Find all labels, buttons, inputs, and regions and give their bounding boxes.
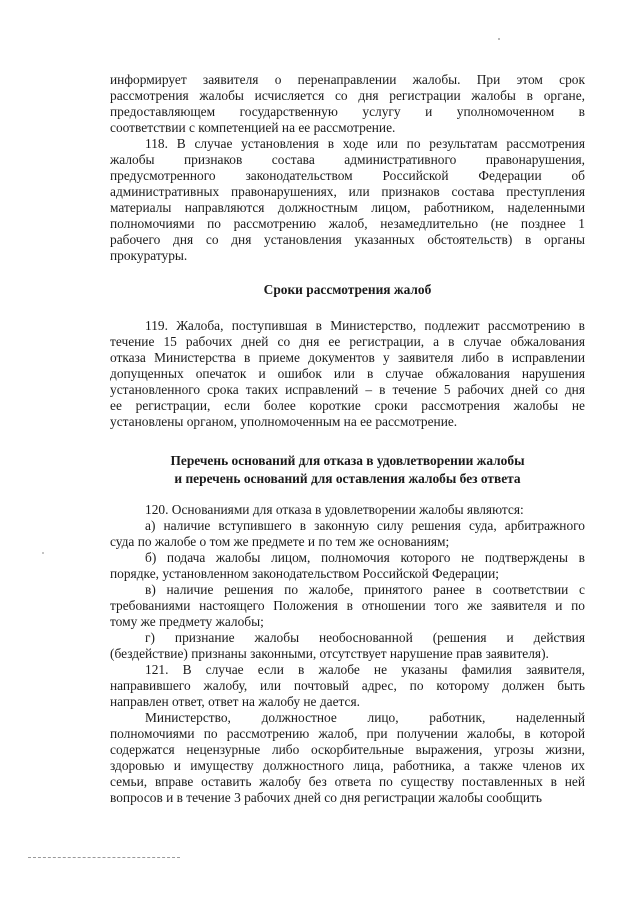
footnote-separator <box>28 857 180 858</box>
text-line: информирует заявителя о перенаправлении жалобы. При этом срок <box>110 72 585 87</box>
text-line: течение 15 рабочих дней со дня ее регистрации, а в случае обжалования <box>110 334 585 349</box>
text-line: содержатся нецензурные либо оскорбительные выражения, угрозы жизни, <box>110 742 585 757</box>
text-line: рассмотрения жалобы исчисляется со дня регистрации жалобы в органе, <box>110 88 585 103</box>
paragraph-ministry <box>110 710 585 806</box>
text-line: семьи, вправе оставить жалобу без ответа по существу поставленных в ней <box>110 774 585 789</box>
text-line: жалобы признаков состава административного правонарушения, <box>110 152 585 167</box>
text-line: отказа Министерства в приеме документов у заявителя либо в исправлении <box>110 350 585 365</box>
paragraph-120-a <box>110 518 585 550</box>
section-heading-refusal-grounds <box>110 452 585 488</box>
text-line: соответствии с компетенцией на ее рассмотрение. <box>110 120 396 135</box>
text-line: установленного срока таких исправлений – в течение 5 рабочих дней со дня <box>110 382 585 397</box>
text-line: 118. В случае установления в ходе или по результатам рассмотрения <box>145 136 585 151</box>
paragraph-119 <box>110 318 585 430</box>
text-line: порядке, установленном законодательством Российской Федерации; <box>110 566 499 581</box>
text-line: полномочиями по рассмотрению жалоб, при получении жалобы, в которой <box>110 726 585 741</box>
paragraph-120-c <box>110 582 585 630</box>
section-heading-line: Перечень оснований для отказа в удовлетворении жалобы <box>170 453 525 468</box>
text-line: ее регистрации, если более короткие сроки рассмотрения жалобы не <box>110 398 585 413</box>
paragraph-121 <box>110 662 585 710</box>
text-line: 120. Основаниями для отказа в удовлетворении жалобы являются: <box>145 502 524 517</box>
text-line: а) наличие вступившего в законную силу решения суда, арбитражного <box>145 518 585 533</box>
document-body <box>110 72 585 806</box>
section-heading-line: и перечень оснований для оставления жалобы без ответа <box>174 471 521 486</box>
text-line: материалы направляются должностным лицом, работником, наделенными <box>110 200 585 215</box>
text-line: допущенных опечаток и ошибок или в случае обжалования нарушения <box>110 366 585 381</box>
text-line: установлены органом, уполномоченным на ее рассмотрение. <box>110 414 458 429</box>
text-line: здоровью и имуществу должностного лица, работника, а также членов их <box>110 758 585 773</box>
text-line: 119. Жалоба, поступившая в Министерство, подлежит рассмотрению в <box>145 318 585 333</box>
scan-speck <box>498 38 500 40</box>
section-heading-complaint-terms: Сроки рассмотрения жалоб <box>263 282 432 297</box>
text-line: предусмотренного законодательством Российской Федерации об <box>110 168 585 183</box>
scan-speck <box>42 552 44 554</box>
text-line: суда по жалобе о том же предмете и по тем же основаниям; <box>110 534 450 549</box>
paragraph-120 <box>110 502 585 518</box>
text-line: направившего жалобу, или почтовый адрес, по которому должен быть <box>110 678 585 693</box>
text-line: г) признание жалобы необоснованной (решения и действия <box>145 630 585 645</box>
text-line: вопросов и в течение 3 рабочих дней со дня регистрации жалобы сообщить <box>110 790 542 805</box>
paragraph-continuation <box>110 72 585 136</box>
paragraph-120-d <box>110 630 585 662</box>
text-line: Министерство, должностное лицо, работник, наделенный <box>145 710 585 725</box>
text-line: тому же предмету жалобы; <box>110 614 264 629</box>
text-line: прокуратуры. <box>110 248 188 263</box>
text-line: направлен ответ, ответ на жалобу не дается. <box>110 694 360 709</box>
text-line: предоставляющем государственную услугу и уполномоченном в <box>110 104 585 119</box>
text-line: рабочего дня со дня установления указанных обстоятельств) в органы <box>110 232 585 247</box>
text-line: требованиями настоящего Положения в отношении того же заявителя и по <box>110 598 585 613</box>
text-line: б) подача жалобы лицом, полномочия которого не подтверждены в <box>145 550 585 565</box>
text-line: 121. В случае если в жалобе не указаны фамилия заявителя, <box>145 662 585 677</box>
text-line: полномочиями по рассмотрению жалоб, незамедлительно (не позднее 1 <box>110 216 585 231</box>
text-line: в) наличие решения по жалобе, принятого ранее в соответствии с <box>145 582 585 597</box>
text-line: административных правонарушениях, или признаков состава преступления <box>110 184 585 199</box>
text-line: (бездействие) признаны законными, отсутствует нарушение прав заявителя). <box>110 646 549 661</box>
paragraph-120-b <box>110 550 585 582</box>
paragraph-118 <box>110 136 585 264</box>
